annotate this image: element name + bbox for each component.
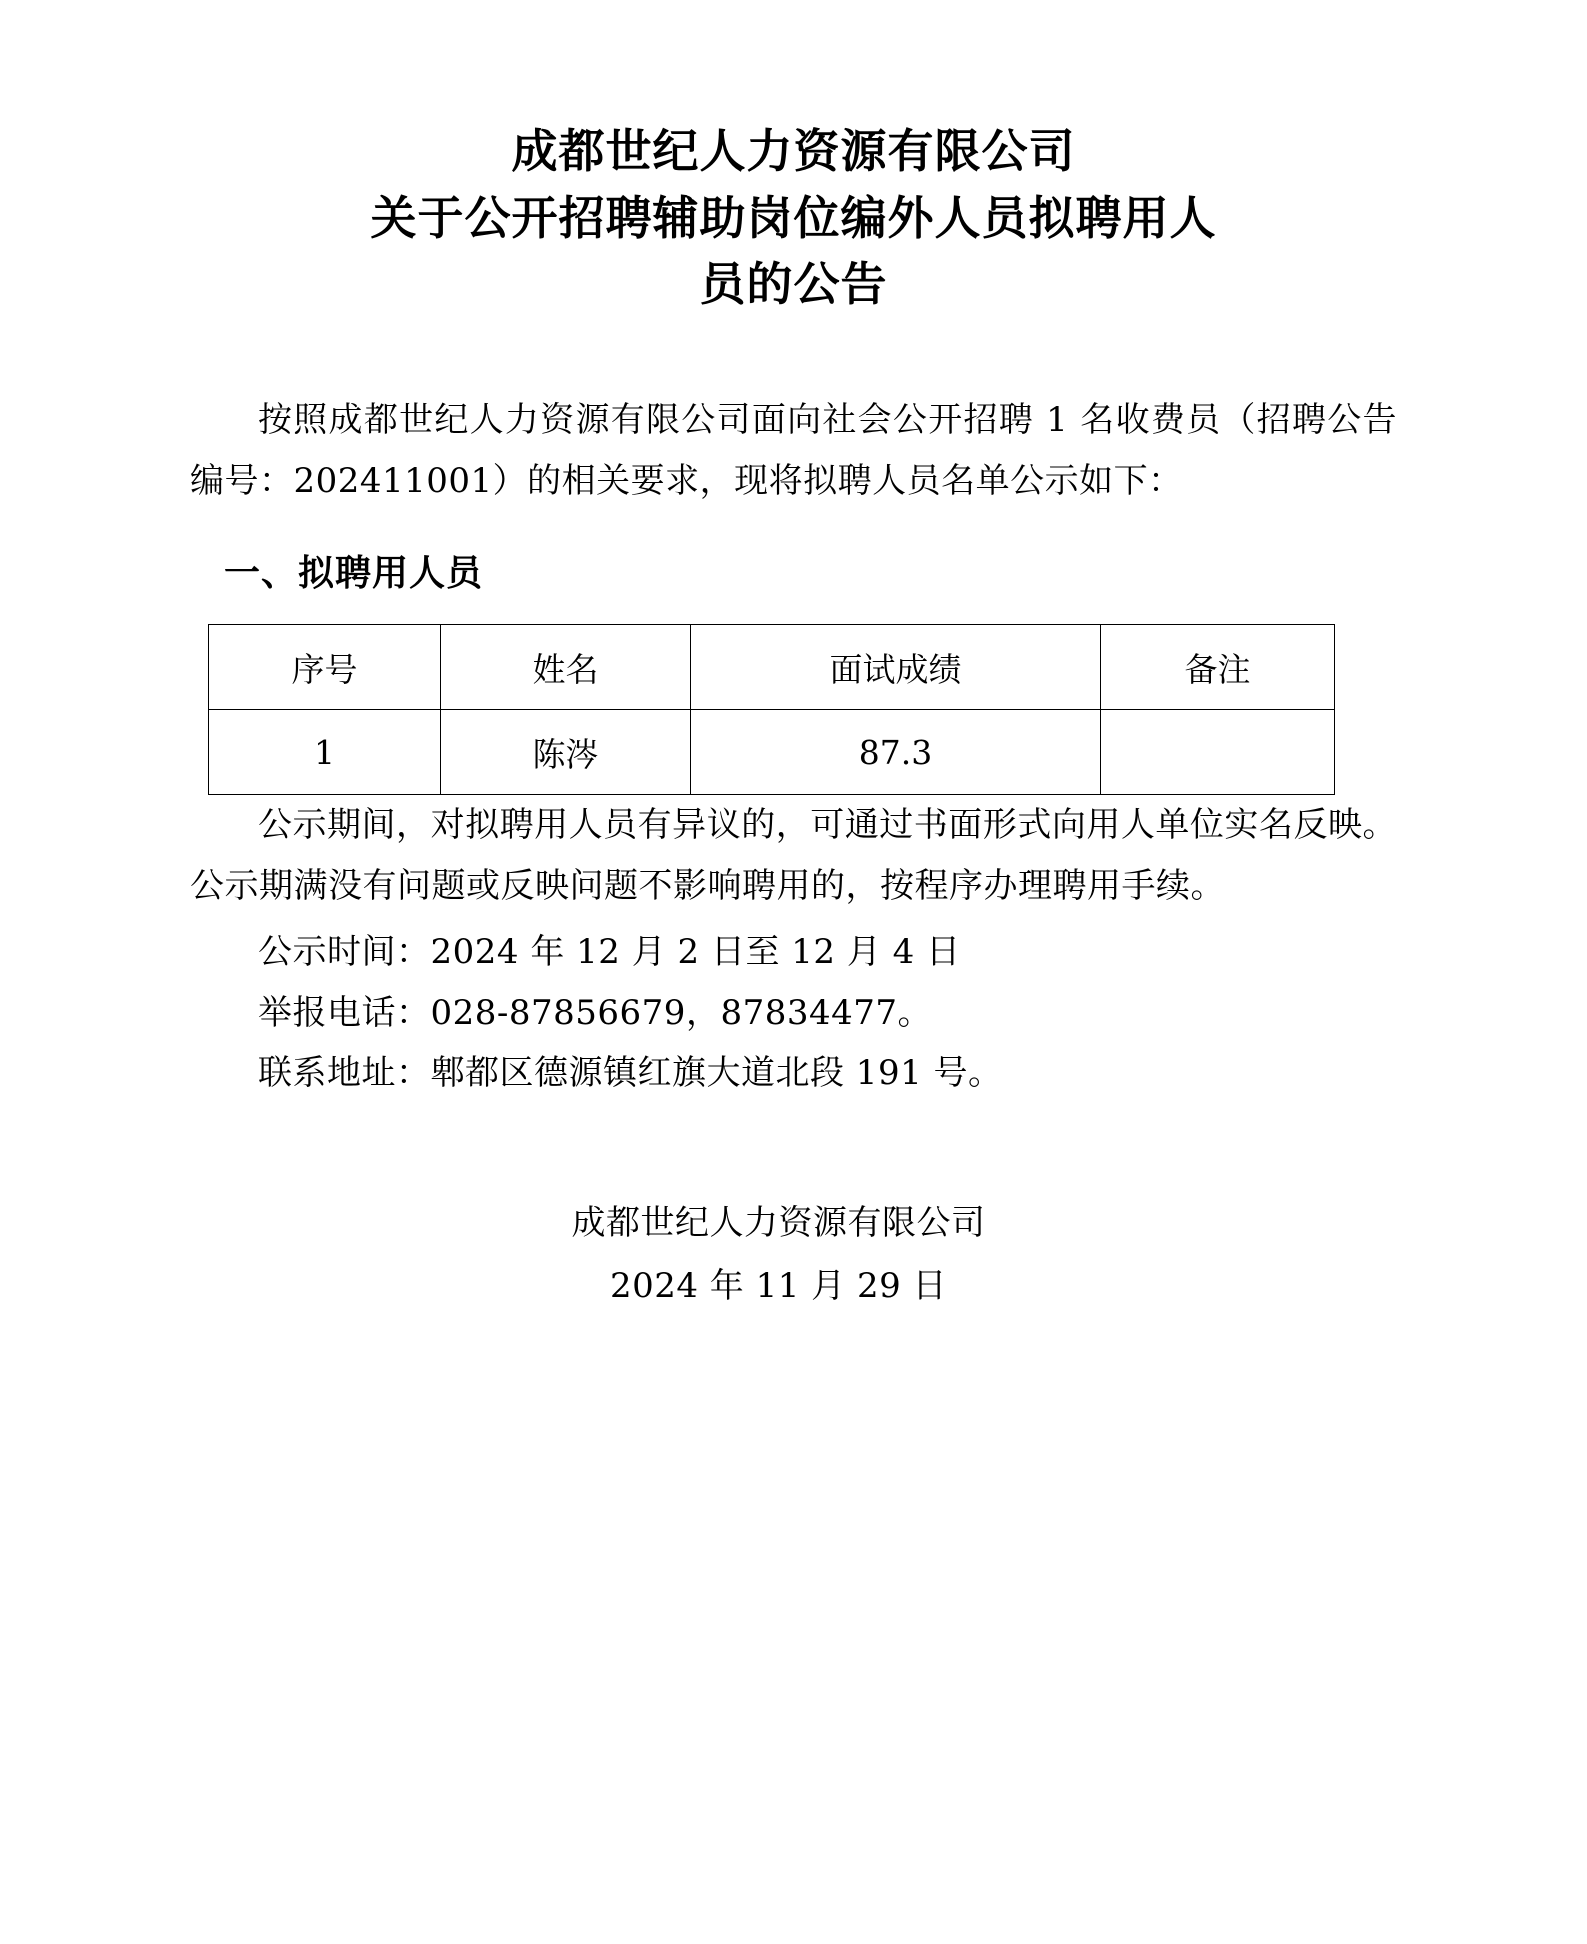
cell-interview-score: 87.3 (691, 710, 1101, 795)
notice-paragraph: 公示期间，对拟聘用人员有异议的，可通过书面形式向用人单位实名反映。公示期满没有问题或反映问题不影响聘用的，按程序办理聘用手续。 (190, 805, 1397, 906)
candidates-table (208, 624, 1335, 795)
column-header-remarks: 备注 (1101, 625, 1335, 710)
table-row (209, 710, 1335, 795)
document-body (190, 390, 1397, 1317)
signature-date: 2024 年 11 月 29 日 (609, 1265, 948, 1306)
title-line-1: 成都世纪人力资源有限公司 (511, 124, 1076, 178)
title-line-3: 员的公告 (699, 257, 888, 312)
cell-name: 陈涔 (441, 710, 691, 795)
column-header-name: 姓名 (441, 625, 691, 710)
signature-block (190, 1192, 1397, 1318)
page-title (249, 118, 1339, 318)
report-phone: 举报电话：028-87856679，87834477。 (258, 992, 932, 1033)
column-header-interview-score: 面试成绩 (691, 625, 1101, 710)
contact-info-block (190, 922, 1397, 1104)
cell-remarks (1101, 710, 1335, 795)
table-header-row (209, 625, 1335, 710)
cell-index: 1 (209, 710, 441, 795)
title-line-2: 关于公开招聘辅助岗位编外人员拟聘用人 (370, 190, 1217, 245)
intro-paragraph: 按照成都世纪人力资源有限公司面向社会公开招聘 1 名收费员（招聘公告编号：202411001）的相关要求，现将拟聘人员名单公示如下： (190, 400, 1397, 501)
publicity-period: 公示时间：2024 年 12 月 2 日至 12 月 4 日 (258, 932, 961, 973)
contact-address: 联系地址：郫都区德源镇红旗大道北段 191 号。 (258, 1053, 1003, 1094)
section-heading-candidates: 一、拟聘用人员 (224, 553, 484, 595)
signature-organization: 成都世纪人力资源有限公司 (571, 1202, 986, 1243)
column-header-index: 序号 (209, 625, 441, 710)
